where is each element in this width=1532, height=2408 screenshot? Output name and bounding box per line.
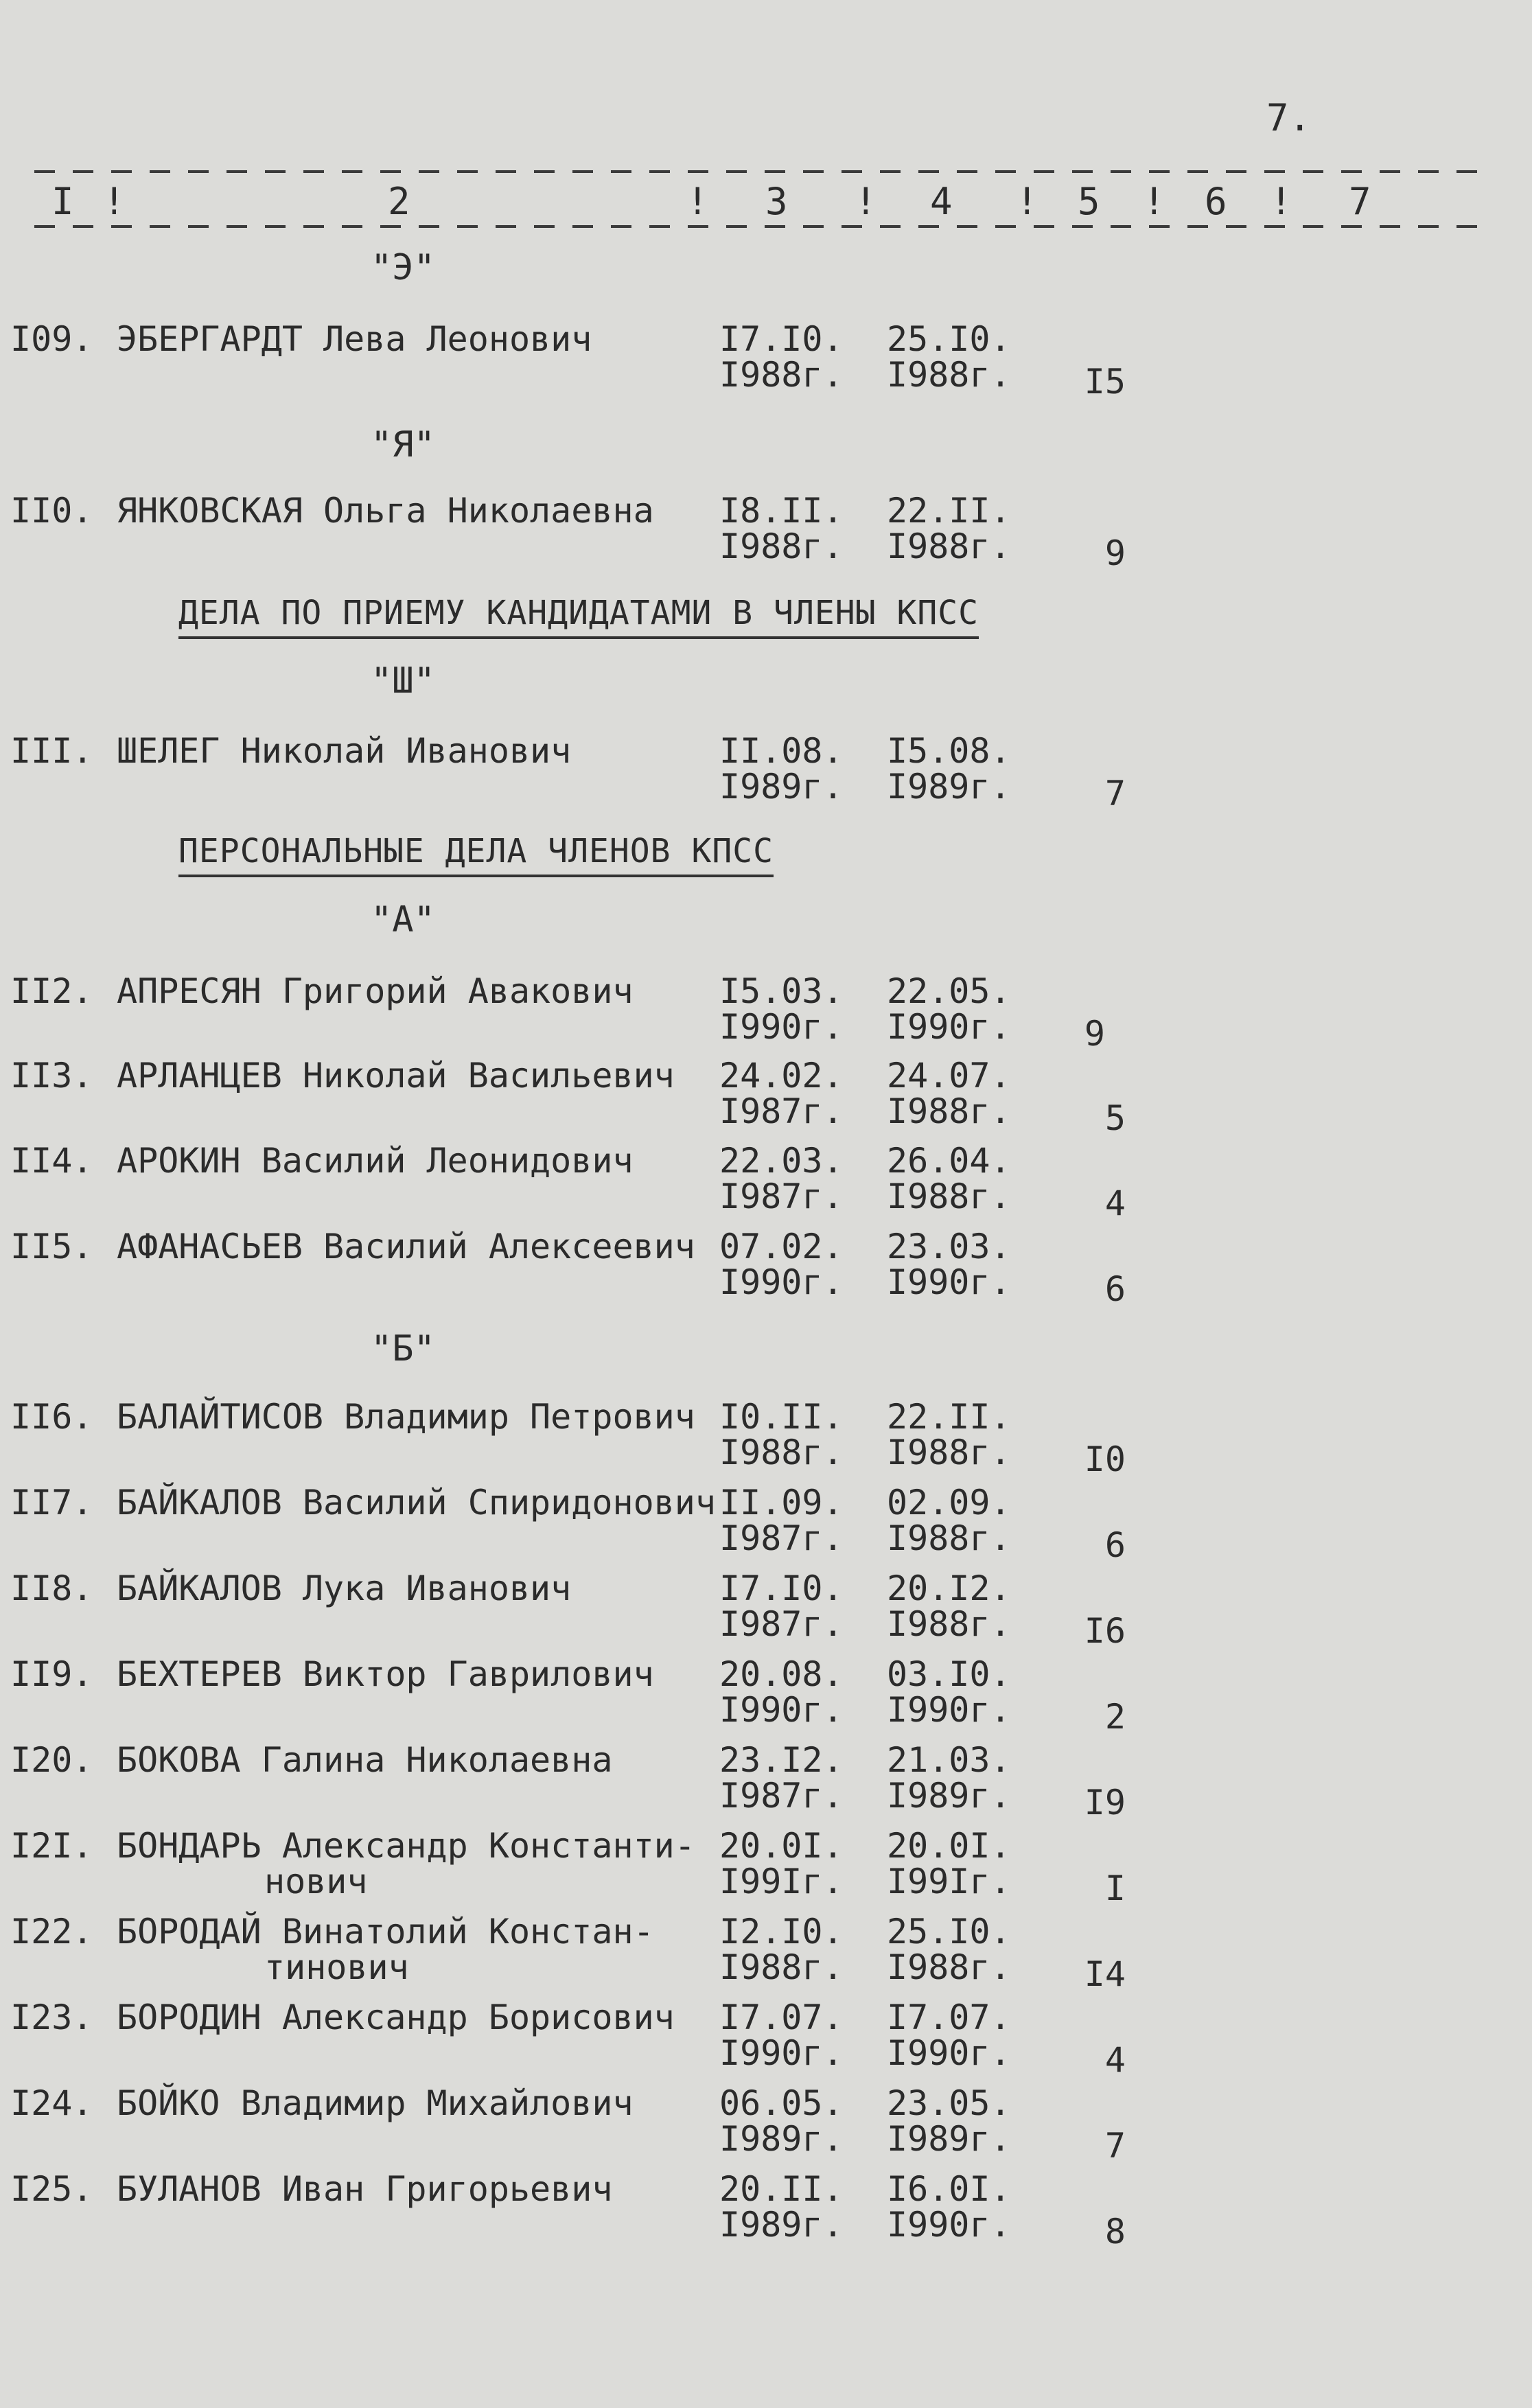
col-sep: ! [855,180,877,223]
sheet-count: 9 [1084,1014,1105,1054]
table-row [0,1227,1532,1316]
letter-heading: "Э" [371,247,435,288]
entry-number: I20. [10,1740,93,1780]
start-year: I989г. [719,767,844,807]
col-header-1: I [51,180,74,223]
end-date: 03.I0. [887,1654,1011,1694]
entry-name-continued: тинович [264,1947,409,1987]
entry-number: II2. [10,971,93,1011]
entry-name: ЯНКОВСКАЯ Ольга Николаевна [117,491,654,531]
end-year: I988г. [887,355,1011,395]
sheet-count: I [1104,1868,1126,1908]
entry-name: БАЙКАЛОВ Василий Спиридонович [117,1483,716,1523]
entry-number: I25. [10,2169,93,2209]
end-year: I988г. [887,1518,1011,1558]
table-row [0,1826,1532,1915]
start-year: I988г. [719,355,844,395]
sheet-count: 5 [1104,1098,1126,1138]
entry-number: II8. [10,1568,93,1608]
entry-number: I09. [10,319,93,359]
start-date: 20.0I. [719,1826,844,1866]
table-row [0,491,1532,580]
col-header-7: 7 [1349,180,1371,223]
entry-number: II5. [10,1227,93,1266]
table-row [0,1912,1532,2001]
end-year: I989г. [887,1776,1011,1816]
col-header-2: 2 [388,180,410,223]
entry-name: БАЛАЙТИСОВ Владимир Петрович [117,1397,695,1437]
start-date: 20.08. [719,1654,844,1694]
sheet-count: I0 [1084,1439,1126,1479]
entry-name: АФАНАСЬЕВ Василий Алексеевич [117,1227,695,1266]
table-row [0,2169,1532,2258]
sheet-count: 6 [1104,1269,1126,1309]
entry-name: БОЙКО Владимир Михайлович [117,2083,634,2123]
sheet-count: 9 [1104,533,1126,573]
end-date: 22.II. [887,1397,1011,1437]
col-sep: ! [686,180,709,223]
col-sep: ! [1270,180,1292,223]
end-year: I99Iг. [887,1862,1011,1901]
end-date: 20.I2. [887,1568,1011,1608]
entry-name: БОРОДИН Александр Борисович [117,1998,675,2037]
start-date: 20.II. [719,2169,844,2209]
end-date: 23.03. [887,1227,1011,1266]
entry-number: I22. [10,1912,93,1952]
sheet-count: I5 [1084,362,1126,402]
start-year: I987г. [719,1091,844,1131]
col-header-6: 6 [1205,180,1227,223]
start-year: I990г. [719,2033,844,2073]
end-year: I990г. [887,1007,1011,1047]
table-row [0,731,1532,820]
end-date: 02.09. [887,1483,1011,1523]
col-header-5: 5 [1078,180,1100,223]
sheet-count: I4 [1084,1954,1126,1994]
end-year: I989г. [887,767,1011,807]
sheet-count: 6 [1104,1525,1126,1565]
end-year: I990г. [887,1690,1011,1730]
start-date: I7.07. [719,1998,844,2037]
start-year: I988г. [719,526,844,566]
end-year: I988г. [887,1177,1011,1216]
entry-number: I2I. [10,1826,93,1866]
start-year: I987г. [719,1518,844,1558]
col-header-3: 3 [765,180,788,223]
start-date: I0.II. [719,1397,844,1437]
entry-name: БОРОДАЙ Винатолий Констан- [117,1912,654,1952]
col-header-4: 4 [930,180,953,223]
start-year: I988г. [719,1947,844,1987]
sheet-count: 7 [1104,2126,1126,2166]
sheet-count: 4 [1104,2040,1126,2080]
end-year: I988г. [887,1947,1011,1987]
letter-heading: "Б" [371,1328,435,1369]
end-date: I5.08. [887,731,1011,771]
start-year: I990г. [719,1007,844,1047]
start-year: I989г. [719,2119,844,2159]
col-sep: ! [103,180,126,223]
table-row [0,1740,1532,1829]
entry-number: II6. [10,1397,93,1437]
table-row [0,1397,1532,1486]
entry-name-continued: нович [264,1862,368,1901]
start-date: I7.I0. [719,1568,844,1608]
table-row [0,2083,1532,2173]
end-date: 25.I0. [887,1912,1011,1952]
start-date: 22.03. [719,1141,844,1181]
section-heading: ДЕЛА ПО ПРИЕМУ КАНДИДАТАМИ В ЧЛЕНЫ КПСС [178,594,979,639]
end-date: 26.04. [887,1141,1011,1181]
table-row [0,1998,1532,2087]
end-date: 24.07. [887,1056,1011,1096]
end-date: 22.05. [887,971,1011,1011]
end-date: 21.03. [887,1740,1011,1780]
table-row [0,1568,1532,1658]
entry-number: II0. [10,491,93,531]
entry-number: I23. [10,1998,93,2037]
start-year: I990г. [719,1690,844,1730]
entry-number: II7. [10,1483,93,1523]
entry-name: ШЕЛЕГ Николай Иванович [117,731,572,771]
entry-name: БОНДАРЬ Александр Константи- [117,1826,695,1866]
sheet-count: 4 [1104,1183,1126,1223]
end-date: 25.I0. [887,319,1011,359]
end-date: I7.07. [887,1998,1011,2037]
start-date: 06.05. [719,2083,844,2123]
start-date: I7.I0. [719,319,844,359]
entry-name: БОКОВА Галина Николаевна [117,1740,613,1780]
start-date: 07.02. [719,1227,844,1266]
start-date: I2.I0. [719,1912,844,1952]
start-year: I990г. [719,1262,844,1302]
letter-heading: "А" [371,899,435,940]
entry-name: БУЛАНОВ Иван Григорьевич [117,2169,613,2209]
end-year: I989г. [887,2119,1011,2159]
end-year: I988г. [887,1433,1011,1472]
end-year: I988г. [887,526,1011,566]
start-date: 23.I2. [719,1740,844,1780]
start-date: II.09. [719,1483,844,1523]
col-sep: ! [1016,180,1038,223]
sheet-count: I6 [1084,1611,1126,1651]
entry-name: АПРЕСЯН Григорий Авакович [117,971,634,1011]
start-year: I988г. [719,1433,844,1472]
entry-number: III. [10,731,93,771]
start-year: I99Iг. [719,1862,844,1901]
entry-number: II4. [10,1141,93,1181]
header-bottom-rule [34,225,1483,228]
sheet-count: 7 [1104,774,1126,813]
end-date: 23.05. [887,2083,1011,2123]
entry-name: АРЛАНЦЕВ Николай Васильевич [117,1056,675,1096]
start-date: II.08. [719,731,844,771]
entry-name: БЕХТЕРЕВ Виктор Гаврилович [117,1654,654,1694]
start-year: I987г. [719,1776,844,1816]
table-row [0,1654,1532,1744]
table-row [0,319,1532,408]
end-date: I6.0I. [887,2169,1011,2209]
table-row [0,1141,1532,1230]
start-year: I987г. [719,1604,844,1644]
entry-name: ЭБЕРГАРДТ Лева Леонович [117,319,592,359]
entry-number: II9. [10,1654,93,1694]
end-year: I990г. [887,2205,1011,2245]
start-year: I989г. [719,2205,844,2245]
end-year: I988г. [887,1091,1011,1131]
sheet-count: I9 [1084,1783,1126,1822]
start-year: I987г. [719,1177,844,1216]
table-row [0,1056,1532,1145]
start-date: I8.II. [719,491,844,531]
start-date: I5.03. [719,971,844,1011]
end-date: 20.0I. [887,1826,1011,1866]
table-row [0,1483,1532,1572]
section-heading: ПЕРСОНАЛЬНЫЕ ДЕЛА ЧЛЕНОВ КПСС [178,832,774,877]
start-date: 24.02. [719,1056,844,1096]
entry-number: I24. [10,2083,93,2123]
end-year: I990г. [887,1262,1011,1302]
end-year: I990г. [887,2033,1011,2073]
sheet-count: 8 [1104,2212,1126,2251]
entry-name: БАЙКАЛОВ Лука Иванович [117,1568,572,1608]
letter-heading: "Я" [371,424,435,465]
col-sep: ! [1143,180,1165,223]
table-row [0,971,1532,1061]
end-year: I988г. [887,1604,1011,1644]
header-top-rule [34,170,1483,173]
letter-heading: "Ш" [371,660,435,702]
entry-name: АРОКИН Василий Леонидович [117,1141,634,1181]
end-date: 22.II. [887,491,1011,531]
entry-number: II3. [10,1056,93,1096]
page-number: 7. [1266,96,1312,139]
sheet-count: 2 [1104,1697,1126,1737]
